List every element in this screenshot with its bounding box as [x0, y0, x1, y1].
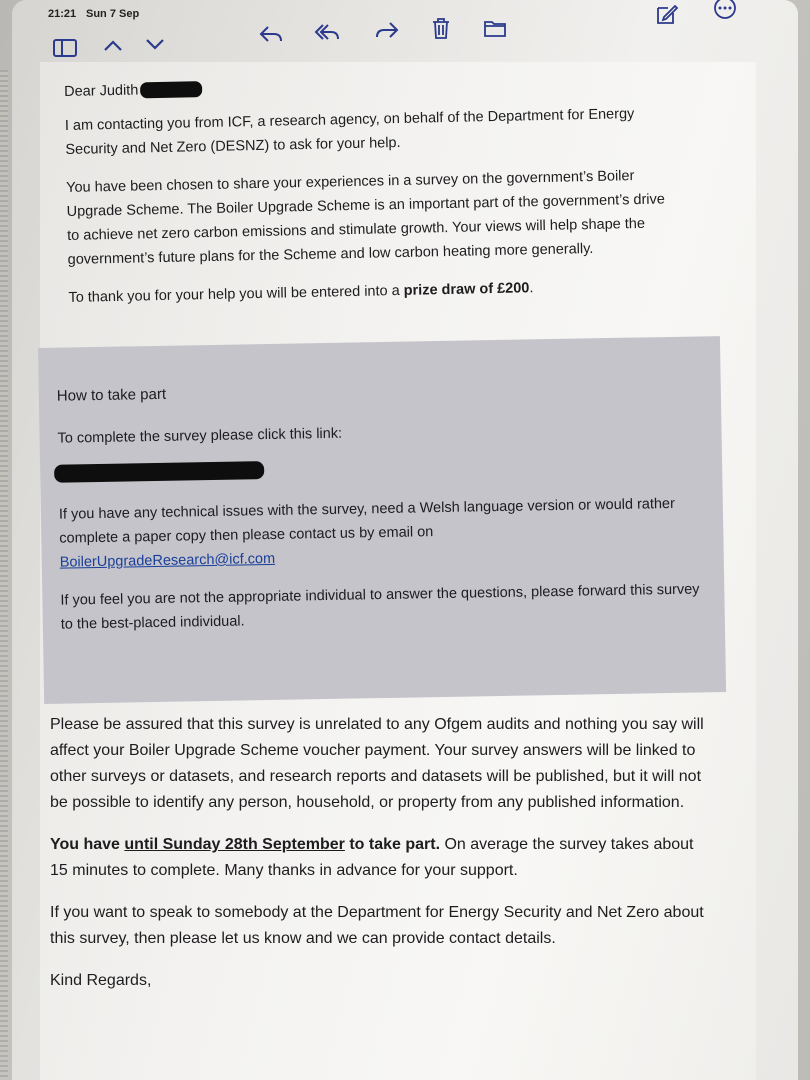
deadline-suffix: to take part.: [344, 836, 441, 853]
status-date: Sun 7 Sep: [86, 8, 140, 20]
sidebar-icon[interactable]: [50, 34, 80, 62]
assurance-paragraph: Please be assured that this survey is unrelated to any Ofgem audits and nothing you say will affect your Boiler Upgrade Scheme voucher payment. Your survey answers will be linked to other surveys or datasets, and research reports and datasets will be published, but it will not be possible to identify any person, household, or property from any published information.: [50, 716, 704, 811]
compose-icon[interactable]: [652, 0, 682, 28]
contact-email-link[interactable]: BoilerUpgradeResearch@icf.com: [59, 550, 276, 571]
forward-icon[interactable]: [372, 16, 402, 44]
reply-icon[interactable]: [256, 20, 286, 48]
status-time: 21:21: [48, 8, 77, 20]
issues-text: If you have any technical issues with the survey, need a Welsh language version or would rather complete a paper copy then please contact us by email on: [58, 495, 676, 547]
box-title: How to take part: [56, 385, 167, 405]
folder-icon[interactable]: [480, 14, 510, 42]
deadline-prefix: You have: [50, 836, 125, 853]
reply-all-icon[interactable]: [312, 18, 342, 46]
deadline-paragraph: [50, 832, 710, 884]
deadline-rest: On average the survey takes about 15 minutes to complete. Many thanks in advance for your support.: [50, 836, 694, 879]
binder-edge: [0, 70, 8, 1080]
redacted-survey-link[interactable]: [54, 461, 264, 483]
chevron-up-icon[interactable]: [98, 32, 128, 60]
prize-text: To thank you for your help you will be entered into a: [68, 282, 404, 306]
trash-icon[interactable]: [426, 14, 456, 42]
how-to-take-part-box: [38, 336, 726, 704]
prize-amount: prize draw of £200: [403, 280, 530, 299]
more-icon[interactable]: [710, 0, 740, 22]
chevron-down-icon[interactable]: [140, 30, 170, 58]
contact-paragraph: If you want to speak to somebody at the Department for Energy Security and Net Zero about this survey, then please let us know and we can provide contact details.: [50, 904, 704, 947]
box-instruction: To complete the survey please click this link:: [57, 425, 343, 447]
greeting-text: Dear Judith: [64, 82, 139, 100]
email-message-lower: [50, 712, 710, 1010]
prize-paragraph: [68, 273, 678, 310]
deadline-date: until Sunday 28th September: [124, 836, 345, 853]
prize-end: .: [529, 280, 534, 297]
survey-paragraph: You have been chosen to share your experiences in a survey on the government’s Boiler Upgrade Scheme. The Boiler Upgrade Scheme is an important part of the government’s drive to achieve net zero carbon emissions and stimulate growth. Your views will help shape the government’s future plans for the Scheme and low carbon heating more generally.: [66, 168, 666, 268]
technical-issues-text: [59, 491, 706, 574]
signoff: Kind Regards,: [50, 972, 152, 989]
email-message: [64, 71, 679, 324]
toolbar: [12, 0, 798, 70]
forward-text: If you feel you are not the appropriate individual to answer the questions, please forward this survey to the best-placed individual.: [60, 581, 700, 633]
intro-paragraph: I am contacting you from ICF, a research agency, on behalf of the Department for Energy Security and Net Zero (DESNZ) to ask for your help.: [64, 106, 635, 158]
redacted-surname: [140, 81, 202, 98]
